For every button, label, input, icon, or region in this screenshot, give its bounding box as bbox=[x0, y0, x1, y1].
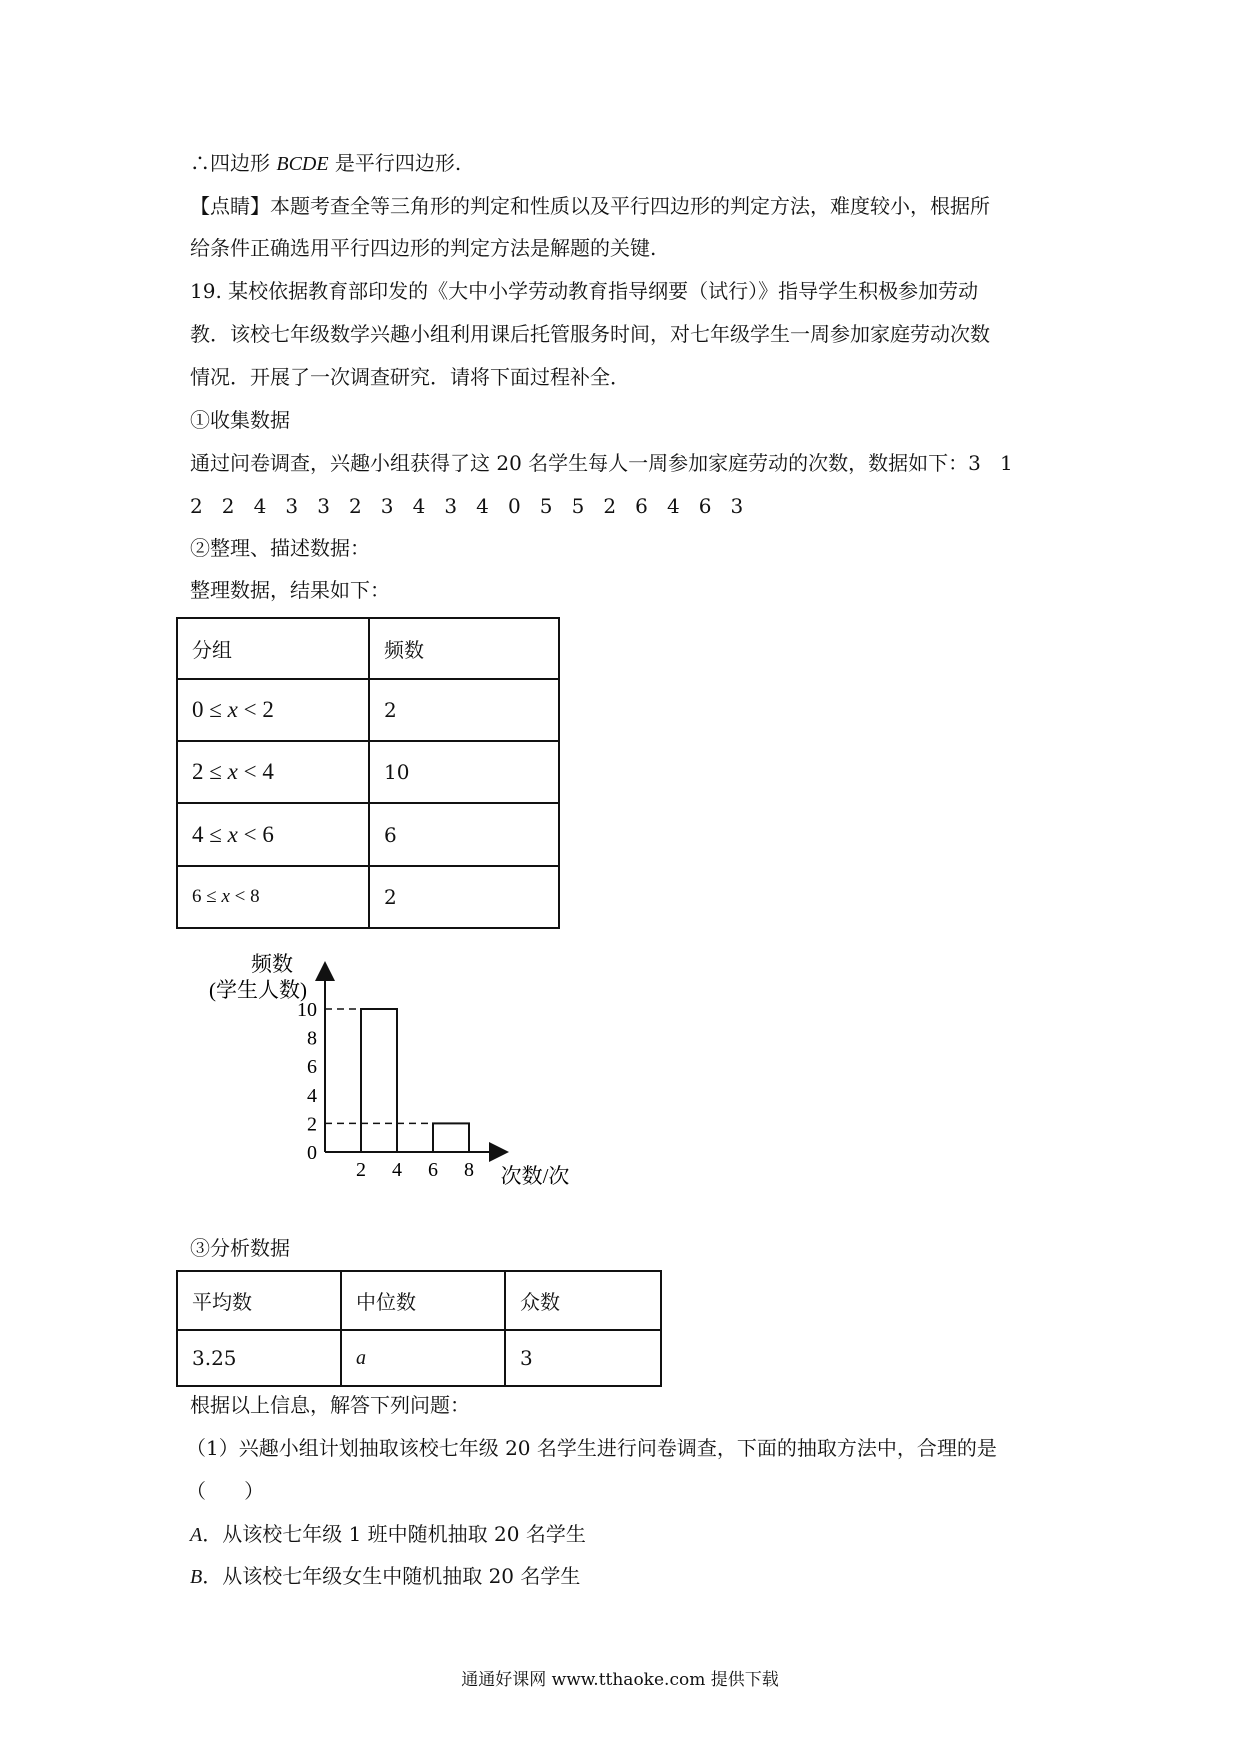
comment-line-1: 【点睛】本题考查全等三角形的判定和性质以及平行四边形的判定方法，难度较小，根据所 bbox=[190, 194, 990, 218]
header-group: 分组 bbox=[177, 618, 369, 679]
header-median: 中位数 bbox=[341, 1271, 505, 1330]
option-a bbox=[190, 1521, 586, 1548]
question-1-line-1: （1）兴趣小组计划抽取该校七年级 20 名学生进行问卷调查，下面的抽取方法中，合理的是 bbox=[186, 1436, 997, 1460]
analysis-value-row bbox=[177, 1330, 661, 1386]
option-b-text: ．从该校七年级女生中随机抽取 20 名学生 bbox=[202, 1564, 581, 1588]
x-tick-label: 6 bbox=[428, 1159, 438, 1181]
y-tick-label: 6 bbox=[307, 1056, 317, 1079]
median-value: a bbox=[341, 1330, 505, 1386]
table-row bbox=[177, 803, 559, 866]
question-stem-line-3: 情况．开展了一次调查研究．请将下面过程补全． bbox=[190, 365, 630, 389]
group-range-cell: 4 ≤ x < 6 bbox=[177, 803, 369, 866]
quadrilateral-name: BCDE bbox=[276, 153, 329, 175]
y-tick-label: 2 bbox=[307, 1113, 317, 1136]
y-axis-label-line1: 频数 bbox=[251, 952, 293, 976]
y-tick-label: 0 bbox=[307, 1142, 317, 1164]
mean-value: 3.25 bbox=[177, 1330, 341, 1386]
frequency-histogram bbox=[200, 945, 580, 1205]
group-range-cell: 0 ≤ x < 2 bbox=[177, 679, 369, 741]
analysis-table bbox=[176, 1270, 662, 1387]
step1-text: 通过问卷调查，兴趣小组获得了这 20 名学生每人一周参加家庭劳动的次数，数据如下：3 1 bbox=[190, 451, 1013, 475]
frequency-cell: 2 bbox=[369, 679, 559, 741]
y-axis-label-line2: (学生人数) bbox=[209, 978, 307, 1002]
histogram-bar bbox=[361, 1009, 397, 1152]
analysis-header-row bbox=[177, 1271, 661, 1330]
data-values-line: 2 2 4 3 3 2 3 4 3 4 0 5 5 2 6 4 6 3 bbox=[190, 494, 744, 518]
question-stem-line-1: 19. 某校依据教育部印发的《大中小学劳动教育指导纲要（试行）》指导学生积极参加劳动 bbox=[190, 279, 979, 303]
option-a-text: ．从该校七年级 1 班中随机抽取 20 名学生 bbox=[202, 1522, 586, 1546]
conclusion-line bbox=[190, 150, 461, 177]
table-header-row bbox=[177, 618, 559, 679]
y-tick-label: 10 bbox=[297, 999, 317, 1021]
x-tick-label: 8 bbox=[464, 1159, 474, 1181]
option-a-label: A bbox=[190, 1524, 203, 1546]
questions-intro: 根据以上信息，解答下列问题： bbox=[190, 1393, 470, 1417]
step2-text: 整理数据，结果如下： bbox=[190, 578, 390, 602]
group-range-cell: 6 ≤ x < 8 bbox=[177, 866, 369, 928]
header-frequency: 频数 bbox=[369, 618, 559, 679]
histogram-bar bbox=[433, 1123, 469, 1152]
frequency-cell: 2 bbox=[369, 866, 559, 928]
step2-title: ②整理、描述数据： bbox=[190, 536, 370, 560]
conclusion-suffix: 是平行四边形. bbox=[328, 151, 462, 175]
page-footer: 通通好课网 www.tthaoke.com 提供下载 bbox=[461, 1670, 779, 1690]
header-mode: 众数 bbox=[505, 1271, 661, 1330]
option-b bbox=[190, 1563, 580, 1590]
x-axis-label: 次数/次 bbox=[500, 1164, 570, 1188]
step3-title: ③分析数据 bbox=[190, 1236, 290, 1260]
comment-line-2: 给条件正确选用平行四边形的判定方法是解题的关键. bbox=[190, 236, 657, 260]
frequency-table bbox=[176, 617, 560, 929]
question-1-line-2: （ ） bbox=[186, 1479, 265, 1503]
table-row bbox=[177, 866, 559, 928]
y-tick-label: 4 bbox=[307, 1084, 317, 1107]
conclusion-prefix: ∴四边形 bbox=[190, 151, 277, 175]
y-tick-label: 8 bbox=[307, 1027, 317, 1050]
step1-title: ①收集数据 bbox=[190, 408, 290, 432]
x-tick-label: 2 bbox=[356, 1159, 366, 1181]
option-b-label: B bbox=[190, 1566, 203, 1588]
table-row bbox=[177, 741, 559, 803]
table-row bbox=[177, 679, 559, 741]
question-stem-line-2: 教．该校七年级数学兴趣小组利用课后托管服务时间，对七年级学生一周参加家庭劳动次数 bbox=[190, 322, 990, 346]
mode-value: 3 bbox=[505, 1330, 661, 1386]
header-mean: 平均数 bbox=[177, 1271, 341, 1330]
x-tick-label: 4 bbox=[392, 1159, 402, 1181]
group-range-cell: 2 ≤ x < 4 bbox=[177, 741, 369, 803]
frequency-cell: 10 bbox=[369, 741, 559, 803]
frequency-cell: 6 bbox=[369, 803, 559, 866]
